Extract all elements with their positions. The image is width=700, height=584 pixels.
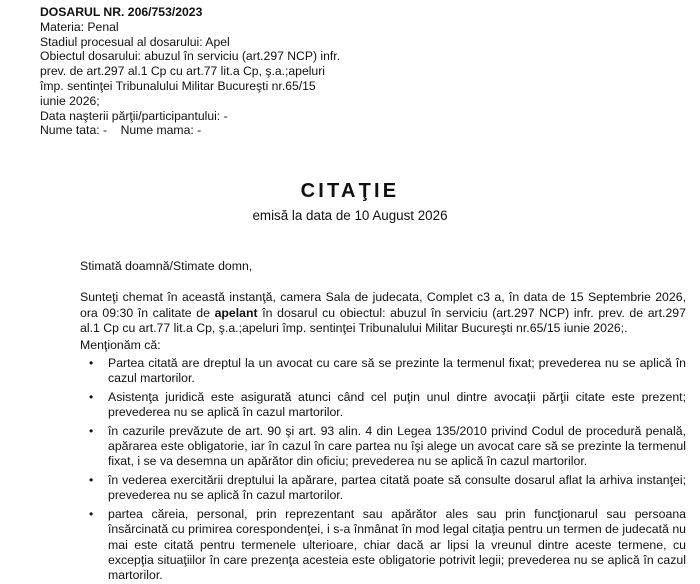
case-header bbox=[40, 5, 680, 138]
case-object-line-1: Obiectul dosarului: abuzul în serviciu (art.297 NCP) infr. bbox=[40, 49, 341, 64]
list-item bbox=[80, 390, 686, 421]
summons-paragraph bbox=[80, 290, 686, 336]
summons-text-part1: Sunteţi chemat în această instanţă, camera Sala de judecata, Complet c3 a, în data de 15 Septembrie 2026, ora 09:30 în calitate de bbox=[80, 290, 686, 320]
summons-role: apelant bbox=[214, 305, 258, 320]
participant-birth-date: Data naşterii părţii/participantului: - bbox=[40, 108, 228, 123]
issue-date: emisă la data de 10 August 2026 bbox=[252, 208, 448, 223]
document-body bbox=[80, 259, 686, 584]
case-object-line-2: prev. de art.297 al.1 Cp cu art.77 lit.a Cp, ş.a.;apeluri bbox=[40, 64, 325, 79]
list-item bbox=[80, 507, 686, 584]
list-item bbox=[80, 424, 686, 470]
case-subject-matter: Materia: Penal bbox=[40, 19, 119, 34]
note-text: Partea citată are dreptul la un avocat cu care să se prezinte la termenul fixat; prevederea nu se aplică în cazul martorilor. bbox=[108, 356, 686, 386]
note-text: în vederea exercitării dreptului la apărare, partea citată poate să consulte dosarul aflat la arhiva instanţei; prevederea nu se aplică în cazul martorilor. bbox=[108, 472, 686, 503]
bullet-icon: • bbox=[89, 472, 94, 487]
bullet-icon: • bbox=[89, 389, 94, 404]
list-item bbox=[80, 473, 686, 504]
bullet-icon: • bbox=[89, 506, 94, 521]
list-item bbox=[80, 356, 686, 387]
document-title: CITAŢIE bbox=[300, 180, 400, 202]
note-text: partea căreia, personal, prin reprezentant sau apărător ales sau prin funcţionarul sau persoana însărcinată cu primirea corespondenţei, i s-a înmânat în mod legal citaţia pentru un termen de judecată nu mai este citată pentru termenele ulterioare, chiar dacă ar lipsi la vreunul dintre aceste termene, cu excepţia situaţiilor în care prezenţa acesteia este obligatorie potrivit legii; prevederea nu se aplică în cazul martorilor. bbox=[108, 506, 686, 583]
summons-text-part2: în dosarul cu obiectul: abuzul în serviciu (art.297 NCP) infr. prev. de art.297 al.1 Cp cu art.77 lit.a Cp, ş.a.;apeluri împ. sentinţei Tribunalului Militar Bucureşti nr.65/15 iunie 2026;. bbox=[80, 305, 686, 336]
notes-list bbox=[80, 356, 686, 584]
bullet-icon: • bbox=[89, 423, 94, 438]
mention-label: Menţionăm că: bbox=[80, 337, 161, 352]
note-text: Asistenţa juridică este asigurată atunci când cel puţin unul dintre avocaţii părţii citate este prezent; prevederea nu se aplică în cazul martorilor. bbox=[108, 389, 686, 420]
case-number: DOSARUL NR. 206/753/2023 bbox=[40, 5, 203, 19]
bullet-icon: • bbox=[89, 356, 94, 371]
case-object-line-4: iunie 2026; bbox=[40, 93, 100, 108]
note-text: în cazurile prevăzute de art. 90 şi art. 93 alin. 4 din Legea 135/2010 privind Codul de procedură penală, apărarea este obligatorie, iar în cazul în care partea nu îşi alege un avocat care să se prezinte la termenul fixat, i se va desemna un apărător din oficiu; prevederea nu se aplică în cazul martorilor. bbox=[108, 423, 686, 469]
greeting: Stimată doamnă/Stimate domn, bbox=[80, 259, 253, 273]
case-procedural-stage: Stadiul procesual al dosarului: Apel bbox=[40, 34, 230, 49]
case-object-line-3: împ. sentinţei Tribunalului Militar Bucureşti nr.65/15 bbox=[40, 78, 316, 93]
participant-parents: Nume tata: - Nume mama: - bbox=[40, 123, 202, 138]
